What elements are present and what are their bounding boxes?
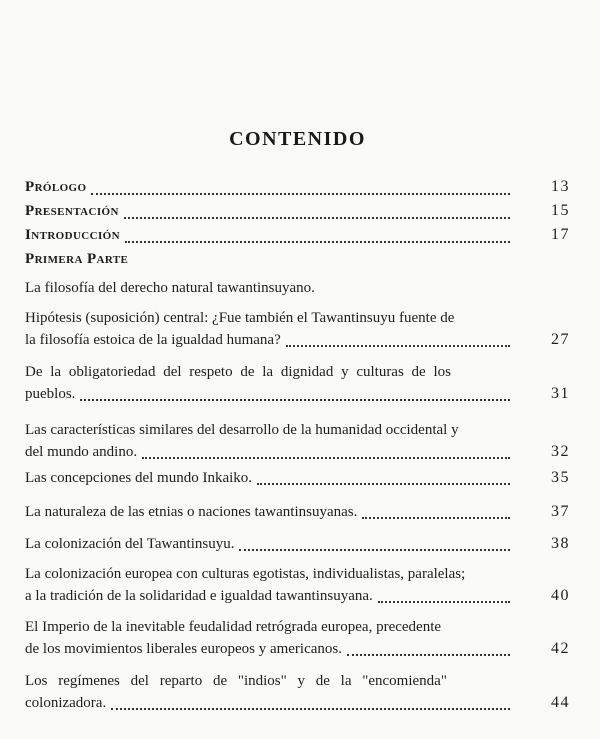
toc-entry [25,533,570,555]
leader-dots [347,654,510,656]
entry-title: Introducción [25,227,120,243]
page-number: 42 [551,640,570,657]
entry-title: Prólogo [25,179,87,195]
leader-dots [286,345,510,347]
entry-title-line1: El Imperio de la inevitable feudalidad retrógrada europea, precedente [25,619,442,635]
entry-title-line1: Los regímenes del reparto de "indios" y de la "encomienda" [25,673,447,689]
entry-title-line2: colonizadora. [25,695,107,711]
leader-dots [80,399,510,401]
toc-entry [25,308,570,351]
entry-title-line2: de los movimientos liberales europeos y americanos. [25,641,342,657]
toc-entry [25,362,570,405]
page-number: 35 [551,469,570,486]
page-number: 27 [551,331,570,348]
page-number: 40 [551,587,570,604]
entry-title-line2: del mundo andino. [25,444,138,460]
page-number: 17 [551,226,570,243]
entry-title: Presentación [25,203,119,219]
entry-title-line2: la filosofía estoica de la igualdad humana? [25,332,281,348]
toc-entry [25,501,570,523]
entry-title-line2: a la tradición de la solidaridad e igualdad tawantinsuyana. [25,588,373,604]
page-number: 37 [551,503,570,520]
page-number: 32 [551,443,570,460]
toc-entry [25,564,570,607]
toc-entry [25,617,570,660]
leader-dots [125,241,510,243]
section-intro: La filosofía del derecho natural tawantinsuyano. [25,280,315,296]
leader-dots [142,457,510,459]
toc-entry [25,420,570,463]
leader-dots [362,517,510,519]
entry-title-line1: Hipótesis (suposición) central: ¿Fue también el Tawantinsuyu fuente de [25,310,455,326]
toc-front-item [25,199,570,223]
entry-title: La colonización del Tawantinsuyu. [25,536,235,552]
leader-dots [257,483,510,485]
entry-title-line1: De la obligatoriedad del respeto de la dignidad y culturas de los [25,364,451,380]
toc-front-item [25,175,570,199]
entry-title-line1: La colonización europea con culturas egotistas, individualistas, paralelas; [25,566,466,582]
page-number: 38 [551,535,570,552]
leader-dots [378,601,510,603]
entry-title-line1: Las características similares del desarrollo de la humanidad occidental y [25,422,459,438]
leader-dots [91,193,510,195]
toc-entry [25,671,570,714]
page-number: 44 [551,694,570,711]
entry-title-line2: pueblos. [25,386,76,402]
leader-dots [239,549,510,551]
front-matter-list [25,175,570,247]
page-number: 15 [551,202,570,219]
page-number: 31 [551,385,570,402]
page-title: CONTENIDO [229,128,366,150]
toc-front-item [25,223,570,247]
toc-entry [25,467,570,489]
section-heading: Primera Parte [25,251,129,267]
entry-title: Las concepciones del mundo Inkaiko. [25,470,253,486]
leader-dots [111,708,510,710]
leader-dots [124,217,510,219]
page-number: 13 [551,178,570,195]
entry-title: La naturaleza de las etnias o naciones tawantinsuyanas. [25,504,358,520]
